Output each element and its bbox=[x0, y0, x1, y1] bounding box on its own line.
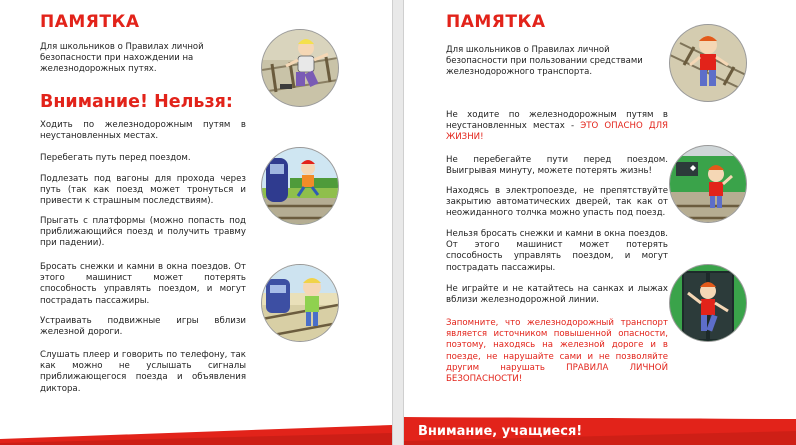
child-jumping-platform-illustration bbox=[262, 148, 338, 224]
rule-item: Устраивать подвижные игры вблизи железной дороги. bbox=[40, 316, 246, 338]
right-page-subtitle: Для школьников о Правилах личной безопасности при пользовании средствами железнодорожного транспорта. bbox=[446, 45, 643, 77]
advice-red-text: ЭТО ОПАСНО ДЛЯ ЖИЗНИ! bbox=[446, 121, 669, 143]
boy-on-tracks-train-illustration bbox=[262, 265, 338, 341]
safety-warning-text: Запомните, что железнодорожный транспорт является источником повышенной опасности, поэтому, находясь на железной дороге и в поезде, не нарушайте сами и не позволяйте другим нарушать bbox=[446, 318, 668, 373]
boy-throwing-stone-train-illustration bbox=[670, 146, 746, 222]
left-page-subtitle: Для школьников о Правилах личной безопасности при нахождении на железнодорожных путях. bbox=[40, 42, 204, 74]
right-page-title: ПАМЯТКА bbox=[446, 12, 546, 32]
boy-crossing-tracks-illustration bbox=[262, 30, 338, 106]
right-page bbox=[403, 0, 796, 445]
advice-item: Не играйте и не катайтесь на санках и лыжах вблизи железнодорожной линии. bbox=[446, 284, 668, 306]
rule-item: Ходить по железнодорожным путям в неустановленных местах. bbox=[40, 120, 246, 142]
right-footer-stripe bbox=[404, 405, 796, 445]
footer-caption: Внимание, учащиеся! bbox=[418, 424, 583, 439]
advice-text: Не ходите по железнодорожным путям в неустановленных местах - bbox=[446, 110, 668, 132]
advice-item: Не перебегайте пути перед поездом. Выигрывая минуту, можете потерять жизнь! bbox=[446, 155, 668, 177]
safety-warning-caps: ПРАВИЛА ЛИЧНОЙ БЕЗОПАСНОСТИ! bbox=[446, 362, 669, 385]
advice-item: Нельзя бросать снежки и камни в окна поездов. От этого машинист может потерять способность управлять поездом, и могут пострадать пассажиры. bbox=[446, 229, 668, 273]
rule-item: Перебегать путь перед поездом. bbox=[40, 153, 191, 163]
left-page-title: ПАМЯТКА bbox=[40, 12, 140, 32]
rule-item: Слушать плеер и говорить по телефону, так как можно не услышать сигналы приближающегося поезда и объявления диктора. bbox=[40, 350, 246, 394]
attention-heading: Внимание! Нельзя: bbox=[40, 92, 233, 112]
safety-warning bbox=[446, 318, 668, 385]
left-page bbox=[0, 0, 393, 445]
boy-at-train-door-illustration bbox=[670, 265, 746, 341]
rule-item: Прыгать с платформы (можно попасть под приближающийся поезд и получить травму при падении). bbox=[40, 216, 246, 249]
left-footer-stripe bbox=[0, 421, 392, 445]
advice-item bbox=[446, 110, 668, 144]
advice-item: Находясь в электропоезде, не препятствуйте закрытию автоматических дверей, так как от неожиданного толчка можно упасть под поезд. bbox=[446, 186, 668, 219]
rule-item: Бросать снежки и камни в окна поездов. От этого машинист может потерять способность управлять поездом, и могут пострадать пассажиры. bbox=[40, 262, 246, 306]
rule-item: Подлезать под вагоны для прохода через путь (так как поезд может тронуться и привести к страшным последствиям). bbox=[40, 174, 246, 207]
boy-walking-tracks-illustration bbox=[670, 25, 746, 101]
